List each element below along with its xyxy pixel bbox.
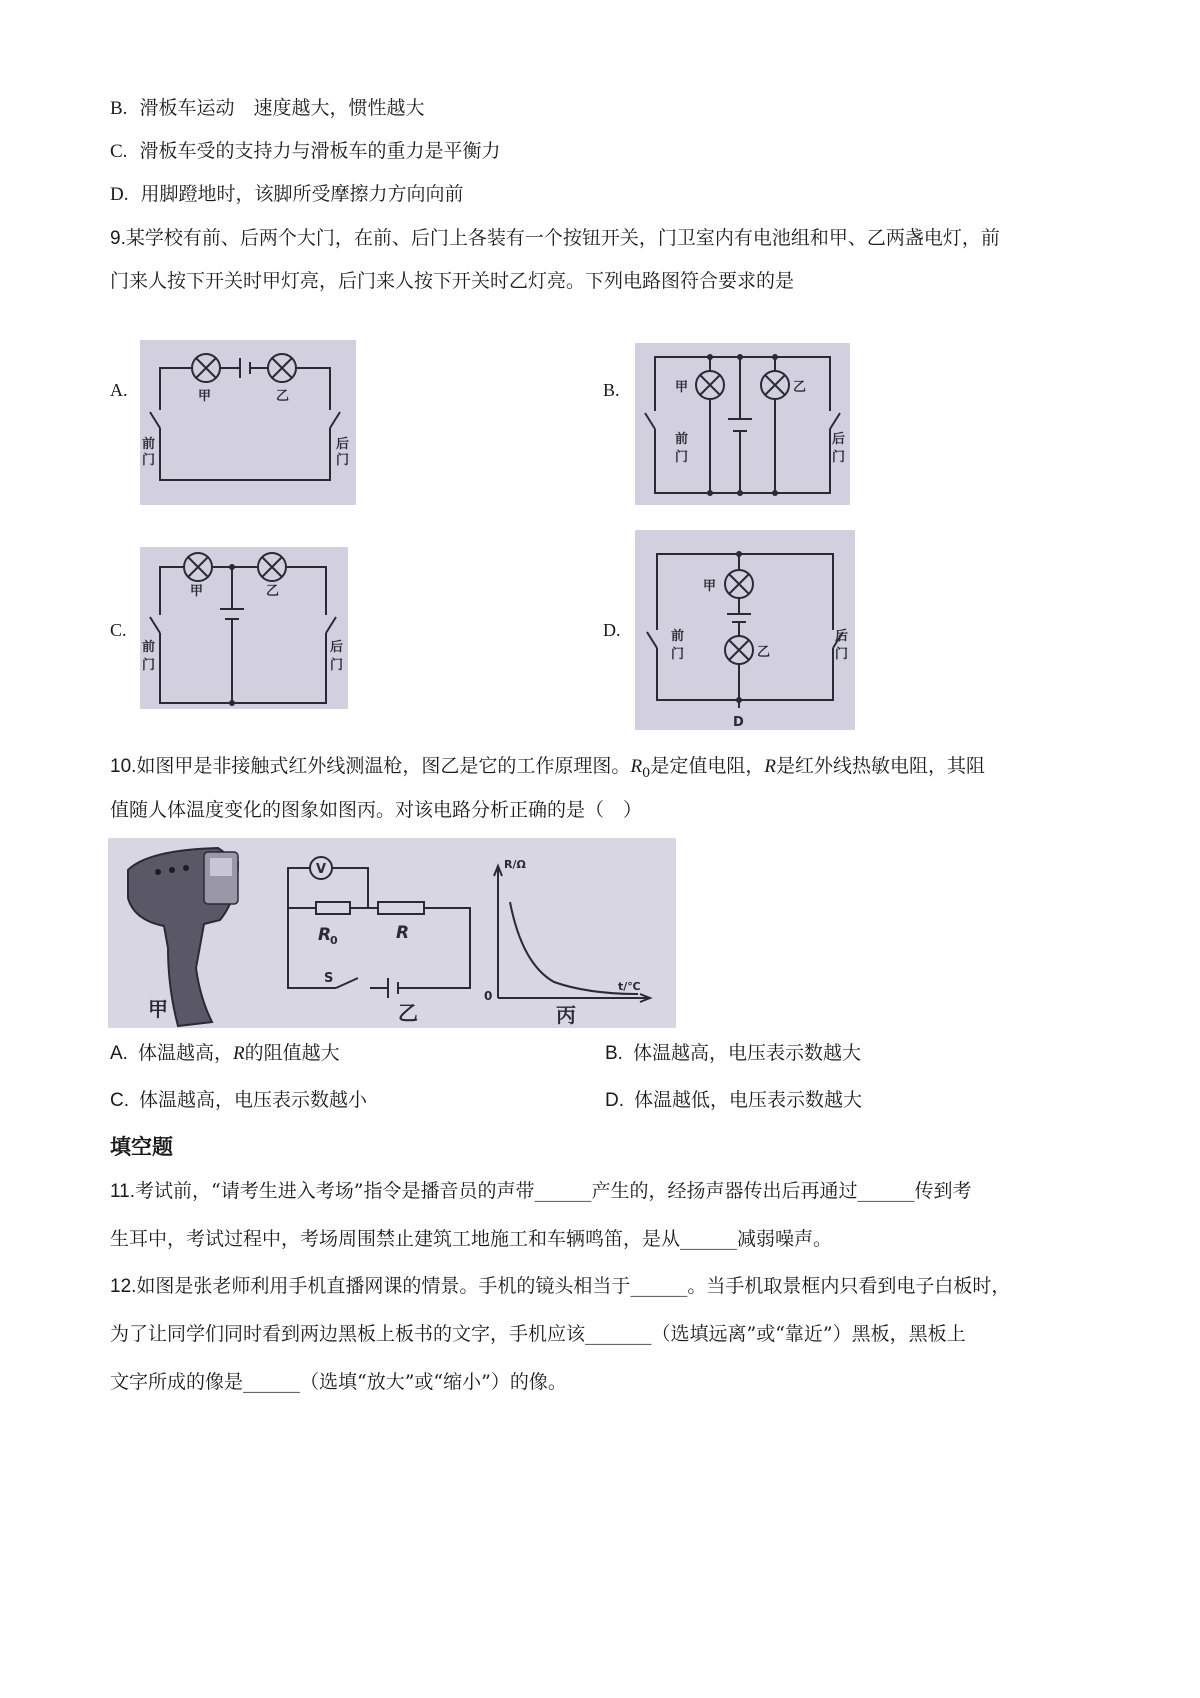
q12-stem-line2: 为了让同学们同时看到两边黑板上板书的文字，手机应该_______（选填远离”或“靠近”）黑板，黑板上 xyxy=(110,1323,966,1345)
q8-option-b: B. 滑板车运动 速度越大，惯性越大 xyxy=(110,97,425,119)
label-jia: 甲 xyxy=(148,997,168,1021)
svg-text:门: 门 xyxy=(832,450,846,465)
svg-text:甲: 甲 xyxy=(703,579,717,594)
svg-text:0: 0 xyxy=(484,989,493,1003)
svg-text:门: 门 xyxy=(142,453,156,468)
q8-option-d: D. 用脚蹬地时，该脚所受摩擦力方向向前 xyxy=(110,183,464,205)
svg-text:乙: 乙 xyxy=(793,380,807,395)
svg-text:门: 门 xyxy=(671,647,685,662)
svg-text:R: R xyxy=(318,925,332,945)
svg-text:门: 门 xyxy=(336,453,350,468)
svg-text:t/℃: t/℃ xyxy=(618,980,641,993)
q9-option-a-label: A. xyxy=(110,380,128,400)
q9-option-d-label: D. xyxy=(603,620,621,640)
svg-text:门: 门 xyxy=(142,658,156,673)
svg-text:门: 门 xyxy=(675,450,689,465)
svg-text:R: R xyxy=(396,923,410,943)
lamp-yi-label: 乙 xyxy=(276,389,290,404)
svg-text:S: S xyxy=(324,971,334,986)
voltmeter-label: V xyxy=(316,862,327,877)
q9-stem-line2: 门来人按下开关时甲灯亮，后门来人按下开关时乙灯亮。下列电路图符合要求的是 xyxy=(110,270,795,292)
svg-text:D: D xyxy=(733,715,744,730)
q12-stem-line3: 文字所成的像是______（选填“放大”或“缩小”）的像。 xyxy=(110,1371,567,1393)
svg-text:乙: 乙 xyxy=(757,645,771,660)
q12-stem-line1: 12.如图是张老师利用手机直播网课的情景。手机的镜头相当于______。当手机取景框内只看到电子白板时， xyxy=(110,1275,1011,1297)
svg-text:门: 门 xyxy=(330,658,344,673)
q11-stem-line2: 生耳中，考试过程中，考场周围禁止建筑工地施工和车辆鸣笛，是从______减弱噪声。 xyxy=(110,1228,833,1250)
q9-circuit-b xyxy=(635,343,850,505)
q10-stem-line1: 10.如图甲是非接触式红外线测温枪，图乙是它的工作原理图。$R_0$是定值电阻，R是红外线热敏电阻，其阻 xyxy=(110,755,985,781)
q9-circuit-c xyxy=(140,547,348,709)
svg-text:甲: 甲 xyxy=(675,380,689,395)
lamp-jia-label: 甲 xyxy=(198,389,212,404)
q9-circuit-a xyxy=(140,340,356,505)
q9-stem-line1: 9.某学校有前、后两个大门，在前、后门上各装有一个按钮开关，门卫室内有电池组和甲、乙两盏电灯，前 xyxy=(110,227,1000,249)
q10-option-b: B. 体温越高，电压表示数越大 xyxy=(605,1042,861,1064)
q9-option-b-label: B. xyxy=(603,380,620,400)
q11-stem-line1: 11.考试前，“请考生进入考场”指令是播音员的声带______产生的，经扬声器传出后再通过______传到考 xyxy=(110,1180,972,1202)
q10-stem-line2: 值随人体温度变化的图象如图丙。对该电路分析正确的是（ ） xyxy=(110,799,643,821)
svg-text:前: 前 xyxy=(142,640,156,655)
q10-option-d: D. 体温越低，电压表示数越大 xyxy=(605,1089,863,1111)
infrared-thermometer-gun-icon xyxy=(128,848,238,1026)
q10-option-a: A. 体温越高，R的阻值越大 xyxy=(110,1042,340,1064)
svg-text:甲: 甲 xyxy=(190,584,204,599)
q10-figure xyxy=(108,838,676,1028)
svg-text:乙: 乙 xyxy=(266,584,280,599)
svg-text:前: 前 xyxy=(675,432,689,447)
q9-circuit-d xyxy=(635,530,855,730)
q9-option-c-label: C. xyxy=(110,620,127,640)
svg-text:前: 前 xyxy=(671,629,685,644)
svg-text:后: 后 xyxy=(835,629,849,644)
svg-text:后: 后 xyxy=(330,640,344,655)
svg-text:0: 0 xyxy=(330,934,338,947)
svg-text:门: 门 xyxy=(835,647,849,662)
front-door-label: 前 xyxy=(142,437,156,452)
q8-option-c: C. 滑板车受的支持力与滑板车的重力是平衡力 xyxy=(110,140,501,162)
q10-option-c: C. 体温越高，电压表示数越小 xyxy=(110,1089,368,1111)
label-bing: 丙 xyxy=(556,1003,576,1027)
section-title: 填空题 xyxy=(110,1135,173,1159)
back-door-label: 后 xyxy=(336,437,350,452)
svg-text:后: 后 xyxy=(832,432,846,447)
label-yi: 乙 xyxy=(398,1001,418,1025)
svg-text:R/Ω: R/Ω xyxy=(504,858,526,871)
